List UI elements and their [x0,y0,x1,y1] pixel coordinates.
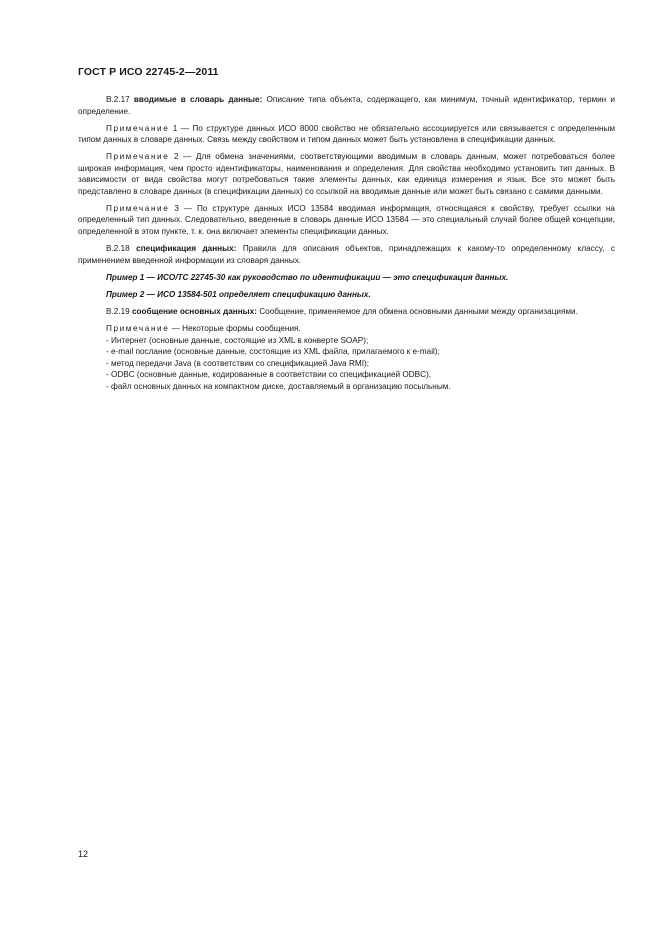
page-number: 12 [78,849,89,859]
note-text: 2 — Для обмена значениями, соответствующими вводимым в словарь данным, может потребоваться более широкая информация, чем просто идентификаторы, наименования и определения. Для свойства необходимо установить тип данных. В зависимости от вида свойства могут потребоваться такие элементы данных, как единица измерения и язык. Все это может быть представлено в словаре данных (в спецификации данных) со ссылкой на вводимые данные или может быть связано с самими данными. [78,152,615,196]
note-text: — Некоторые формы сообщения. [169,324,301,333]
example-2: Пример 2 — ИСО 13584-501 определяет спецификацию данных. [106,289,371,299]
note-4 [78,323,615,335]
definition-text: Правила для описания объектов, принадлежащих к какому-то определенному классу, с применением введенной информации из словаря данных. [78,244,616,265]
note-label: Примечание [106,152,170,161]
term: вводимые в словарь данные: [133,95,263,104]
list-item: - e-mail послание (основные данные, состоящие из XML файла, прилагаемого к e-mail); [106,347,440,356]
term: спецификация данных: [136,244,237,253]
note-3 [78,203,615,238]
list-item: - файл основных данных на компактном диске, доставляемый в организацию посыльным. [106,381,451,391]
clause-number: B.2.18 [106,244,130,253]
document-body [78,94,615,392]
clause-number: B.2.19 [106,307,130,316]
clause-number: B.2.17 [106,95,130,104]
example-1: Пример 1 — ИСО/ТС 22745-30 как руководство по идентификации — это спецификация данных. [106,272,509,282]
list-item: - ODBC (основные данные, кодированные в соответствии со спецификацией ODBC), [106,370,432,379]
note-label: Примечание [106,203,170,213]
definition-text: Описание типа объекта, содержащего, как минимум, точный идентификатор, термин и определение. [78,95,615,116]
note-1 [78,123,615,146]
note-2 [78,151,615,197]
page-header: ГОСТ Р ИСО 22745-2—2011 [78,66,219,78]
note-text: 3 — По структуре данных ИСО 13584 вводимая информация, относящаяся к свойству, требует ссылки на определенный тип данных. Следовательно, введенные в словарь данные ИСО 13584 — это специальный случай более общей концепции, определенной в этом пункте, т. к. она включает элементы спецификации данных. [78,203,615,236]
note-text: 1 — По структуре данных ИСО 8000 свойство не обязательно ассоциируется или связывается с определенным типом данных в словаре данных. Связь между свойством и типом данных может быть установлена в спецификации данных. [78,123,615,144]
definition-b219 [78,306,615,318]
list-item: - метод передачи Java (в соответствии со спецификацией Java RMI); [106,358,369,368]
definition-b218 [78,243,615,266]
definition-text: Сообщение, применяемое для обмена основными данными между организациями. [256,307,578,316]
note-label: Примечание [106,324,170,333]
definition-b217 [78,94,615,117]
term: сообщение основных данных: [131,307,257,316]
list-item: - Интернет (основные данные, состоящие из XML в конверте SOAP); [106,335,369,345]
note-label: Примечание [106,123,170,133]
message-forms-list [78,335,615,393]
